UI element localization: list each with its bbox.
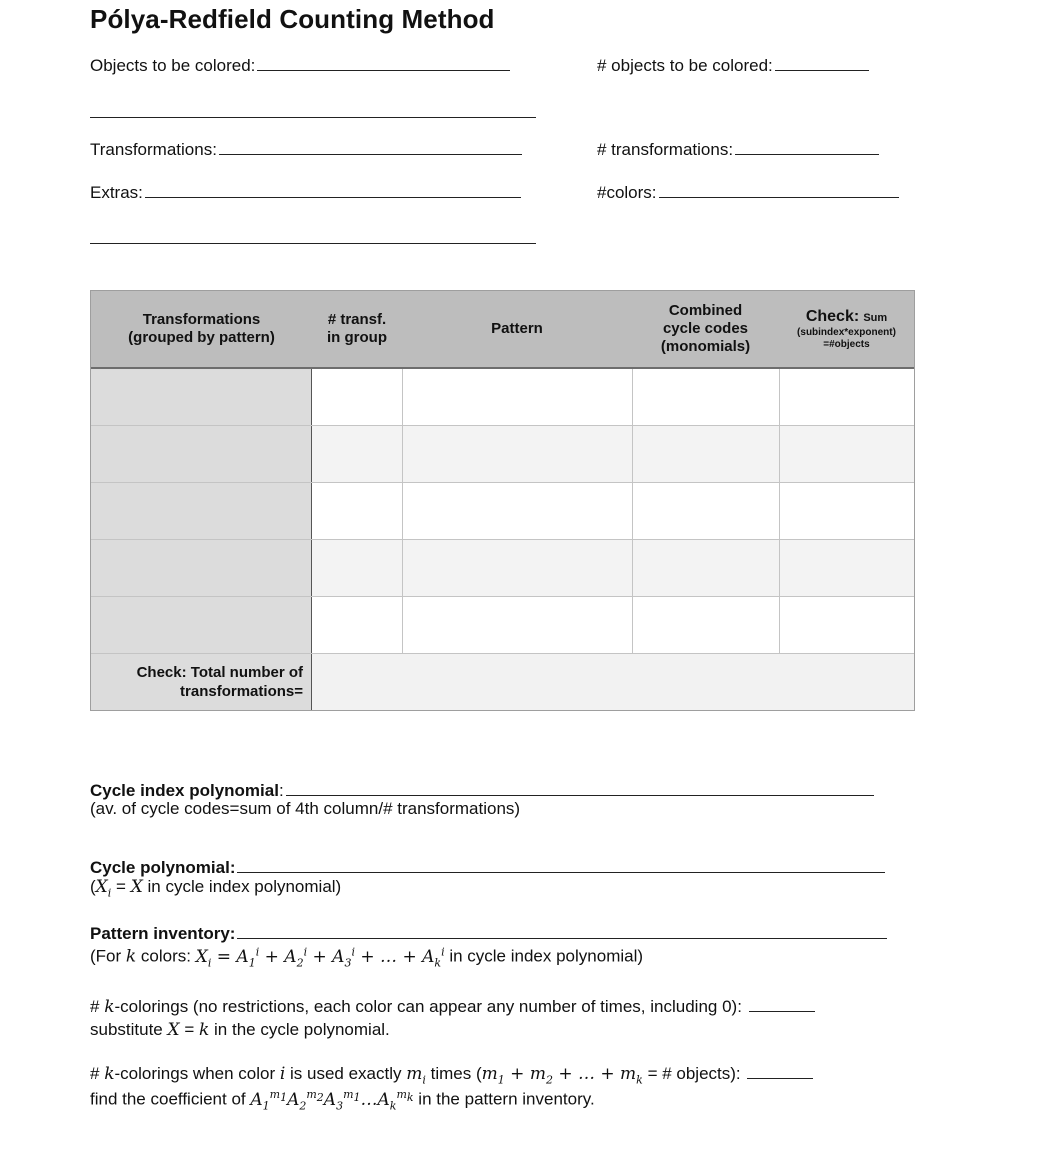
k-colorings-restricted[interactable]: # k-colorings when color i is used exactly $m_i$ times ($m_1 + m_2$ + … + $m_k$ = # objects):: [90, 1064, 813, 1086]
cycle-index-field[interactable]: Cycle index polynomial:: [90, 781, 874, 801]
pattern-inventory-blank[interactable]: [237, 937, 887, 939]
counting-table: [90, 290, 915, 711]
table-row[interactable]: [91, 369, 914, 426]
colors-blank[interactable]: [659, 196, 899, 198]
k-colorings-restricted-note: find the coefficient of $A_1^{m_1}A_2^{m_2}A_3^{m_1}\dots A_k^{m_k}$ in the pattern inventory.: [90, 1088, 595, 1113]
table-row[interactable]: [91, 483, 914, 540]
header-pattern: Pattern: [491, 320, 543, 337]
table-row[interactable]: [91, 540, 914, 597]
cycle-polynomial-field[interactable]: [90, 858, 885, 878]
header-combined-cycle-codes: Combined cycle codes (monomials): [660, 302, 751, 355]
extras-blank-continued[interactable]: [90, 243, 536, 244]
num-objects-blank[interactable]: [775, 69, 869, 71]
total-row[interactable]: [91, 654, 914, 710]
transformations-blank[interactable]: [219, 153, 522, 155]
extras-field[interactable]: [90, 183, 521, 203]
cycle-polynomial-blank[interactable]: [237, 871, 885, 873]
total-label: Check: Total number of transformations=: [91, 654, 312, 710]
pattern-inventory-note: (For k colors: $X_i = A_1^i + A_2^i + A_3^i$ + … + $A_k^i$ in cycle index polynomial): [90, 945, 644, 970]
pattern-inventory-label: Pattern inventory:: [90, 924, 236, 943]
table-row[interactable]: [91, 597, 914, 654]
num-transformations-blank[interactable]: [735, 153, 879, 155]
k-colorings-unrestricted-blank[interactable]: [749, 1010, 815, 1012]
num-transformations-label: # transformations:: [597, 140, 734, 159]
colors-label: #colors:: [597, 183, 657, 202]
objects-blank-continued[interactable]: [90, 117, 536, 118]
table-header: [91, 291, 914, 369]
cycle-index-label: Cycle index polynomial: [90, 781, 279, 800]
cycle-index-note: (av. of cycle codes=sum of 4th column/# transformations): [90, 799, 521, 818]
num-objects-field[interactable]: [597, 56, 869, 76]
extras-label: Extras:: [90, 183, 143, 202]
header-transformations: Transformations (grouped by pattern): [128, 311, 275, 346]
objects-field[interactable]: [90, 56, 510, 76]
cycle-polynomial-label: Cycle polynomial:: [90, 858, 236, 877]
pattern-inventory-field[interactable]: [90, 924, 887, 944]
header-check: Check: Sum (subindex*exponent) =#objects: [797, 307, 896, 350]
num-transformations-field[interactable]: [597, 140, 879, 160]
page-title: Pólya-Redfield Counting Method: [90, 4, 495, 34]
cycle-index-blank[interactable]: [286, 794, 874, 796]
objects-blank[interactable]: [257, 69, 510, 71]
table-row[interactable]: [91, 426, 914, 483]
extras-blank[interactable]: [145, 196, 521, 198]
transformations-label: Transformations:: [90, 140, 217, 159]
k-colorings-restricted-blank[interactable]: [747, 1077, 813, 1079]
cycle-polynomial-note: ($X_i = X$ in cycle index polynomial): [90, 877, 342, 900]
num-objects-label: # objects to be colored:: [597, 56, 773, 75]
objects-label: Objects to be colored:: [90, 56, 256, 75]
header-num-transf: # transf. in group: [327, 311, 387, 346]
colors-field[interactable]: [597, 183, 899, 203]
transformations-field[interactable]: [90, 140, 522, 160]
k-colorings-unrestricted-note: substitute X = k in the cycle polynomial.: [90, 1020, 390, 1040]
k-colorings-unrestricted[interactable]: # k-colorings (no restrictions, each color can appear any number of times, including 0):: [90, 997, 815, 1017]
